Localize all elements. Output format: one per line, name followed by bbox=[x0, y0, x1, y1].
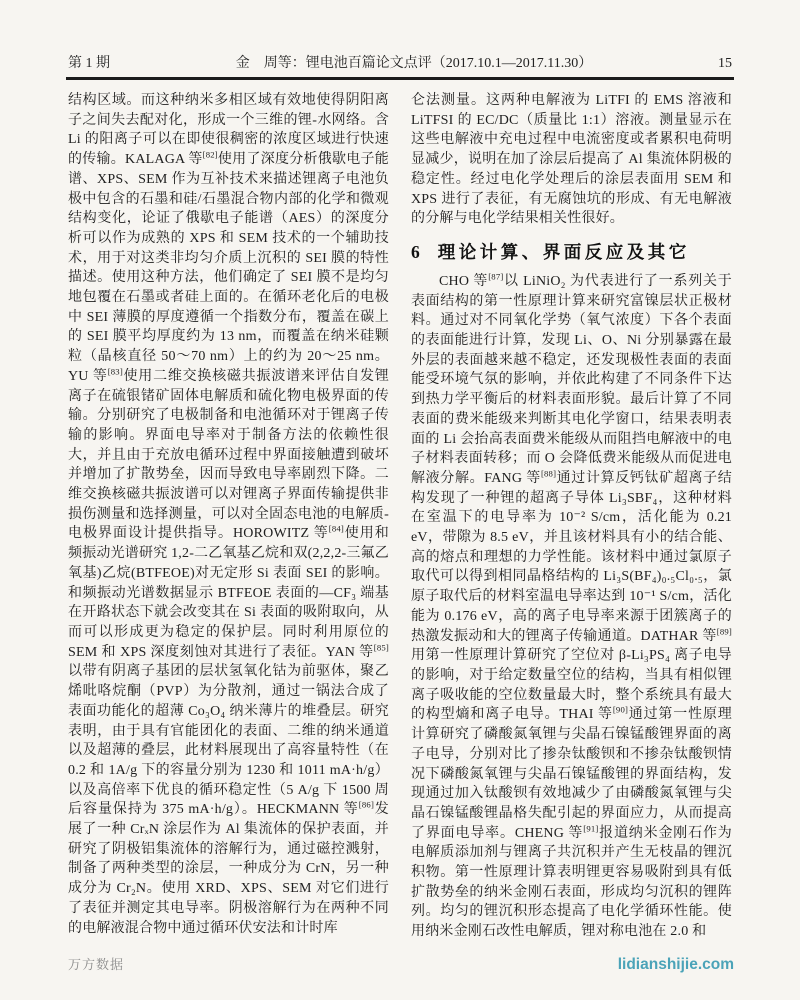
body-paragraph-continuation: 结构区域。而这种纳米多相区域有效地使得阴阳离子之间失去配对化，形成一个三维的锂-水网络。含 Li 的阳离子可以在即使很稠密的浓度区域进行快速的传输。KALAGA 等[82]使用了深度分析俄歇电子能谱、XPS、SEM 作为互补技术来描述锂离子电池负极中包含的石墨和硅/石墨混合物内部的化学和微观结构变化，论证了俄歇电子能谱（AES）的深度分析可以作为成熟的 XPS 和 SEM 技术的一个辅助技术，用于对这类非均匀介质上沉积的 SEI 膜的特性描述。使用这种方法，他们确定了 SEI 膜不是均匀地包覆在石墨或者硅上面的。在循环老化后的电极中 SEI 薄膜的厚度遵循一个指数分布，覆盖在碳上的 SEI 膜平均厚度约为 13 nm，而覆盖在纳米硅颗粒（晶核直径 50～70 nm）上的约为 20～25 nm。YU 等[83]使用二维交换核磁共振波谱来评估自发锂离子在硫银锗矿固体电解质和硫化物电极界面的传输。分别研究了电极制备和电池循环对于锂离子传输的影响。界面电导率对于制备方法的依赖性很大，并且由于充放电循环过程中界面接触遭到破坏并增加了扩散势垒，因而导致电导率剧烈下降。二维交换核磁共振波谱可以对锂离子界面传输提供非损伤测量和选择测量，可以对全固态电池的电解质-电极界面设计提供指导。HOROWITZ 等[84]使用和频振动光谱研究 1,2-二乙氧基乙烷和双(2,2,2-三氟乙氧基)乙烷(BTFEOE)对无定形 Si 表面 SEI 的影响。和频振动光谱数据显示 BTFEOE 表面的—CF₃ 端基在开路状态下就会改变其在 Si 表面的吸附取向，从而可以形成更为稳定的保护层。同时利用原位的 SEM 和 XPS 深度刻蚀对其进行了表征。YAN 等[85]以带有阴离子基团的层状氢氧化钴为前驱体，聚乙烯吡咯烷酮（PVP）为分散剂，通过一锅法合成了表面功能化的超薄 Co₃O₄ 纳米薄片的堆叠层。研究表明，由于具有官能团化的表面、二维的纳米通道以及超薄的叠层，此材料展现出了高容量特性（在 0.2 和 1A/g 下的容量分别为 1230 和 1011 mA·h/g）以及高倍率下优良的循环稳定性（5 A/g 下 1500 周后容量保持为 375 mA·h/g）。HECKMANN 等[86]发展了一种 CrₓN 涂层作为 Al 集流体的保护表面，并研究了阴极铝集流体的溶解行为，通过磁控溅射，制备了两种类型的涂层，一种成分为 CrN，另一种成分为 Cr₂N。使用 XRD、XPS、SEM 对它们进行了表征并测定其电导率。阴极溶解行为在两种不同的电解液混合物中通过循环伏安法和计时库 bbox=[68, 93, 389, 936]
section-heading bbox=[411, 239, 732, 264]
article-body bbox=[68, 91, 732, 942]
body-paragraph-continuation: 仑法测量。这两种电解液为 LiTFI 的 EMS 溶液和 LiTFSI 的 EC/DC（质量比 1:1）溶液。测量显示在这些电解液中充电过程中电流密度或者累积电荷明显减少，说明在加了涂层后提高了 Al 集流体阴极的稳定性。经过电化学处理后的涂层表面用 SEM 和 XPS 进行了表征，有无腐蚀坑的形成、有无电解液的分解与电化学结果相关性很好。 bbox=[411, 93, 732, 227]
watermark-text: 万方数据 bbox=[68, 957, 125, 972]
website-text: lidianshijie.com bbox=[617, 956, 734, 973]
page-header bbox=[68, 52, 732, 72]
right-column bbox=[411, 91, 732, 942]
page-footer bbox=[68, 954, 734, 974]
page-number: 15 bbox=[718, 56, 732, 71]
left-column bbox=[68, 91, 389, 942]
header-divider-rule bbox=[66, 77, 734, 80]
body-paragraph: CHO 等[87]以 LiNiO₂ 为代表进行了一系列关于表面结构的第一性原理计算来研究富镍层状正极材料。通过对不同氧化学势（氧气浓度）下各个表面的表面能进行计算，发现 Li、O、Ni 分别暴露在最外层的表面越来越不稳定，还发现极性表面的表面能受环境气氛的影响，并依此构建了不同条件下达到热力学平衡后的材料表面形貌。最后计算了不同表面的费米能级来判断其电化学窗口，结果表明表面的 Li 会抬高表面费米能级从而阻挡电解液中的电子材料表面转移；而 O 会降低费米能级从而促进电解液分解。FANG 等[88]通过计算反钙钛矿超离子结构发现了一种锂的超离子导体 Li₃SBF₄，这种材料在室温下的电导率为 10⁻² S/cm，活化能为 0.21 eV，带隙为 8.5 eV，并且该材料具有小的结合能、高的熔点和理想的力学性能。该材料中通过氯原子取代可以得到相同晶格结构的 Li₃S(BF₄)₀.₅Cl₀.₅，氯原子取代后的材料室温电导率达到 10⁻¹ S/cm，活化能为 0.176 eV，高的离子电导率来源于团簇离子的热激发振动和大的锂离子传输通道。DATHAR 等[89]用第一性原理计算研究了空位对 β-Li₃PS₄ 离子电导的影响，对于给定数量空位的结构，当具有相似锂离子吸收能的空位数量最大时，整个系统具有最大的构型熵和离子电导。THAI 等[90]通过第一性原理计算研究了磷酸氮氧锂与尖晶石镍锰酸锂界面的离子电导，分别对比了掺杂钛酸钡和不掺杂钛酸钡情况下磷酸氮氧锂与尖晶石镍锰酸锂的界面结构，发现通过加入钛酸钡有效地减少了由磷酸氮氧锂与尖晶石镍锰酸锂晶格失配引起的界面应力，从而提高了界面电导率。CHENG 等[91]报道纳米金刚石作为电解质添加剂与锂离子共沉积并产生无枝晶的锂沉积物。第一性原理计算表明锂更容易吸附到具有低扩散势垒的纳米金刚石表面，形成均匀沉积的锂阵列。均匀的锂沉积形态提高了电化学循环性能。使用纳米金刚石改性电解质，锂对称电池在 2.0 和 bbox=[411, 271, 732, 940]
section-title: 理论计算、界面反应及其它 bbox=[437, 241, 690, 262]
section-number: 6 bbox=[411, 241, 420, 262]
running-title: 金 周等：锂电池百篇论文点评（2017.10.1—2017.11.30） bbox=[235, 56, 593, 71]
issue-label: 第 1 期 bbox=[68, 56, 110, 71]
